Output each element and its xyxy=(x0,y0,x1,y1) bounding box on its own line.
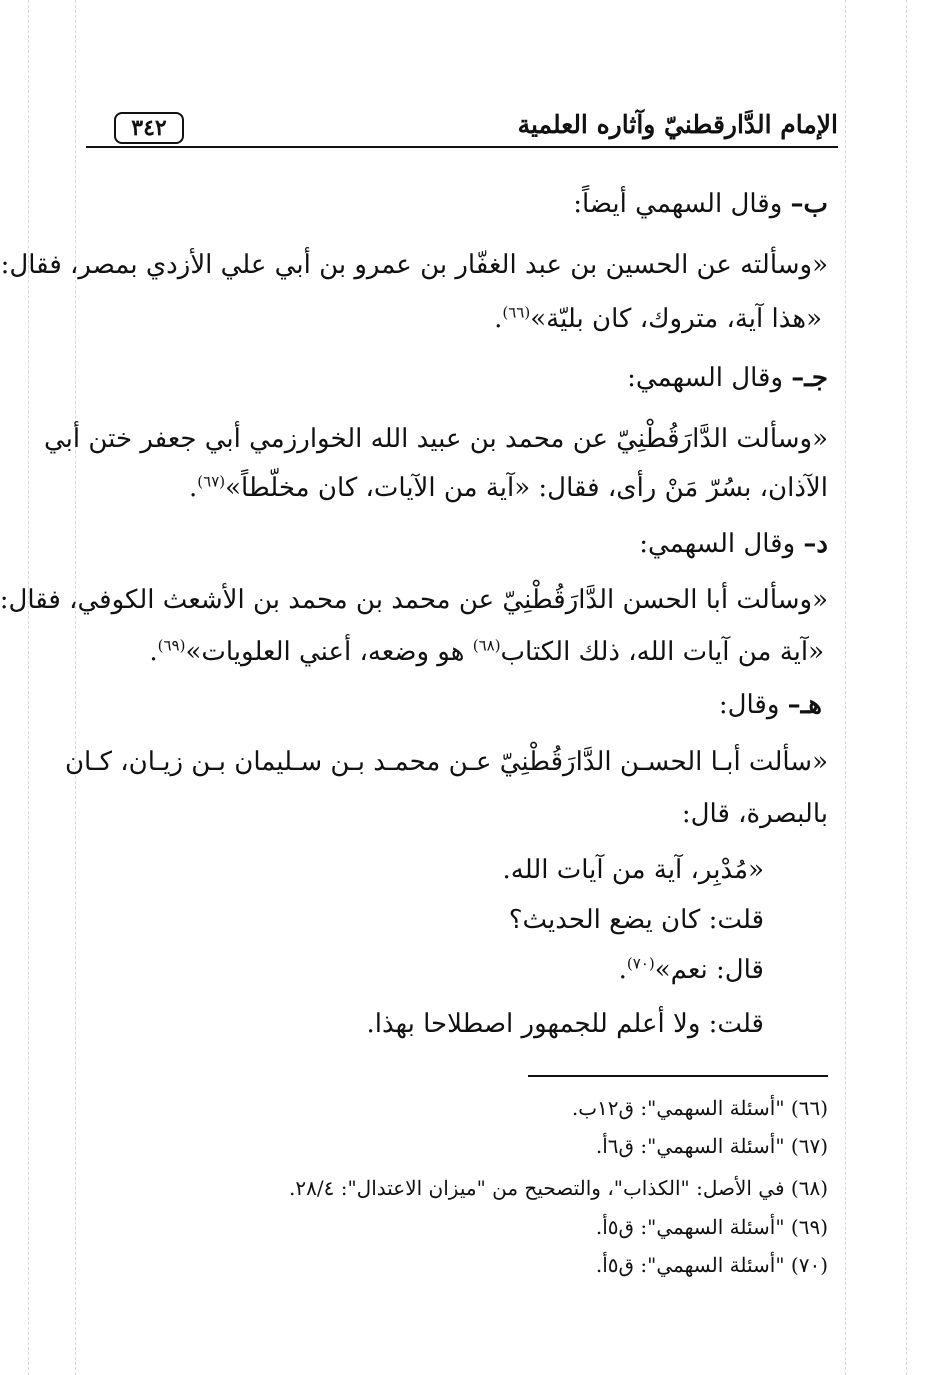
scan-artifact-line xyxy=(906,0,907,1375)
quote-line: قلت: كان يضع الحديث؟ xyxy=(508,905,764,935)
footnote-69: (٦٩) "أسئلة السهمي": ق٥أ. xyxy=(595,1215,828,1239)
section-heading-b xyxy=(573,184,828,224)
heading-text: وقال: xyxy=(718,690,780,720)
heading-text: وقال السهمي: xyxy=(627,363,784,393)
footnote-divider xyxy=(528,1075,828,1077)
section-marker: د– xyxy=(803,529,828,559)
heading-text: وقال السهمي أيضاً: xyxy=(573,189,783,219)
footnote-70: (٧٠) "أسئلة السهمي": ق٥أ. xyxy=(595,1253,828,1277)
quote-text: قال: نعم» xyxy=(654,955,764,985)
quote-line: «سألت أبـا الحسـن الدَّارَقُطْنِيّ عـن محمـد بـن سـليمان بـن زيـان، كـان xyxy=(64,747,828,777)
quote-line xyxy=(189,468,828,508)
scan-artifact-line xyxy=(75,0,76,1375)
quote-line: قلت: ولا أعلم للجمهور اصطلاحا بهذا. xyxy=(366,1009,764,1039)
footnote-ref: (٦٦) xyxy=(502,303,531,322)
quote-line: بالبصرة، قال: xyxy=(681,799,828,829)
running-header xyxy=(86,108,838,152)
header-title: الإمام الدَّارقطنيّ وآثاره العلمية xyxy=(517,110,838,139)
period: . xyxy=(494,304,503,334)
period: . xyxy=(149,637,158,667)
footnote-ref: (٦٩) xyxy=(157,636,186,655)
quote-text: هو وضعه، أعني العلويات» xyxy=(185,637,465,667)
quote-line: «مُدْبِر، آية من آيات الله. xyxy=(502,855,764,885)
quote-line xyxy=(619,950,764,990)
footnote-ref: (٦٧) xyxy=(197,472,226,491)
period: . xyxy=(618,955,627,985)
scan-artifact-line xyxy=(845,0,846,1375)
quote-line xyxy=(494,299,822,339)
footnote-ref: (٧٠) xyxy=(626,954,655,973)
quote-line: «وسألته عن الحسين بن عبد الغفّار بن عمرو بن أبي علي الأزدي بمصر، فقال: xyxy=(0,250,828,280)
quote-text: «هذا آية، متروك، كان بليّة» xyxy=(530,304,822,334)
section-heading-e xyxy=(719,685,822,725)
section-heading-d xyxy=(639,524,828,564)
quote-line: «وسألت الدَّارَقُطْنِيّ عن محمد بن عبيد الله الخوارزمي أبي جعفر ختن أبي xyxy=(43,424,828,454)
footnote-ref: (٦٨) xyxy=(472,636,501,655)
quote-text: الآذان، بسُرّ مَنْ رأى، فقال: «آية من الآيات، كان مخلّطاً» xyxy=(225,473,828,503)
footnote-68: (٦٨) في الأصل: "الكذاب"، والتصحيح من "ميزان الاعتدال": ٢٨/٤. xyxy=(289,1176,828,1200)
period: . xyxy=(189,473,198,503)
heading-text: وقال السهمي: xyxy=(639,529,796,559)
page-number: ٣٤٢ xyxy=(114,112,184,144)
header-divider xyxy=(86,146,838,148)
quote-line xyxy=(149,632,824,672)
section-marker: هـ– xyxy=(787,690,822,720)
section-heading-c xyxy=(627,358,828,398)
footnote-67: (٦٧) "أسئلة السهمي": ق٦أ. xyxy=(595,1134,828,1158)
section-marker: ب– xyxy=(790,189,828,219)
footnote-66: (٦٦) "أسئلة السهمي": ق١٢ب. xyxy=(571,1096,828,1120)
quote-line: «وسألت أبا الحسن الدَّارَقُطْنِيّ عن محمد بن محمد بن الأشعث الكوفي، فقال: xyxy=(0,585,828,615)
scan-artifact-line xyxy=(28,0,29,1375)
quote-text: «آية من آيات الله، ذلك الكتاب xyxy=(500,637,824,667)
section-marker: جـ– xyxy=(791,363,828,393)
